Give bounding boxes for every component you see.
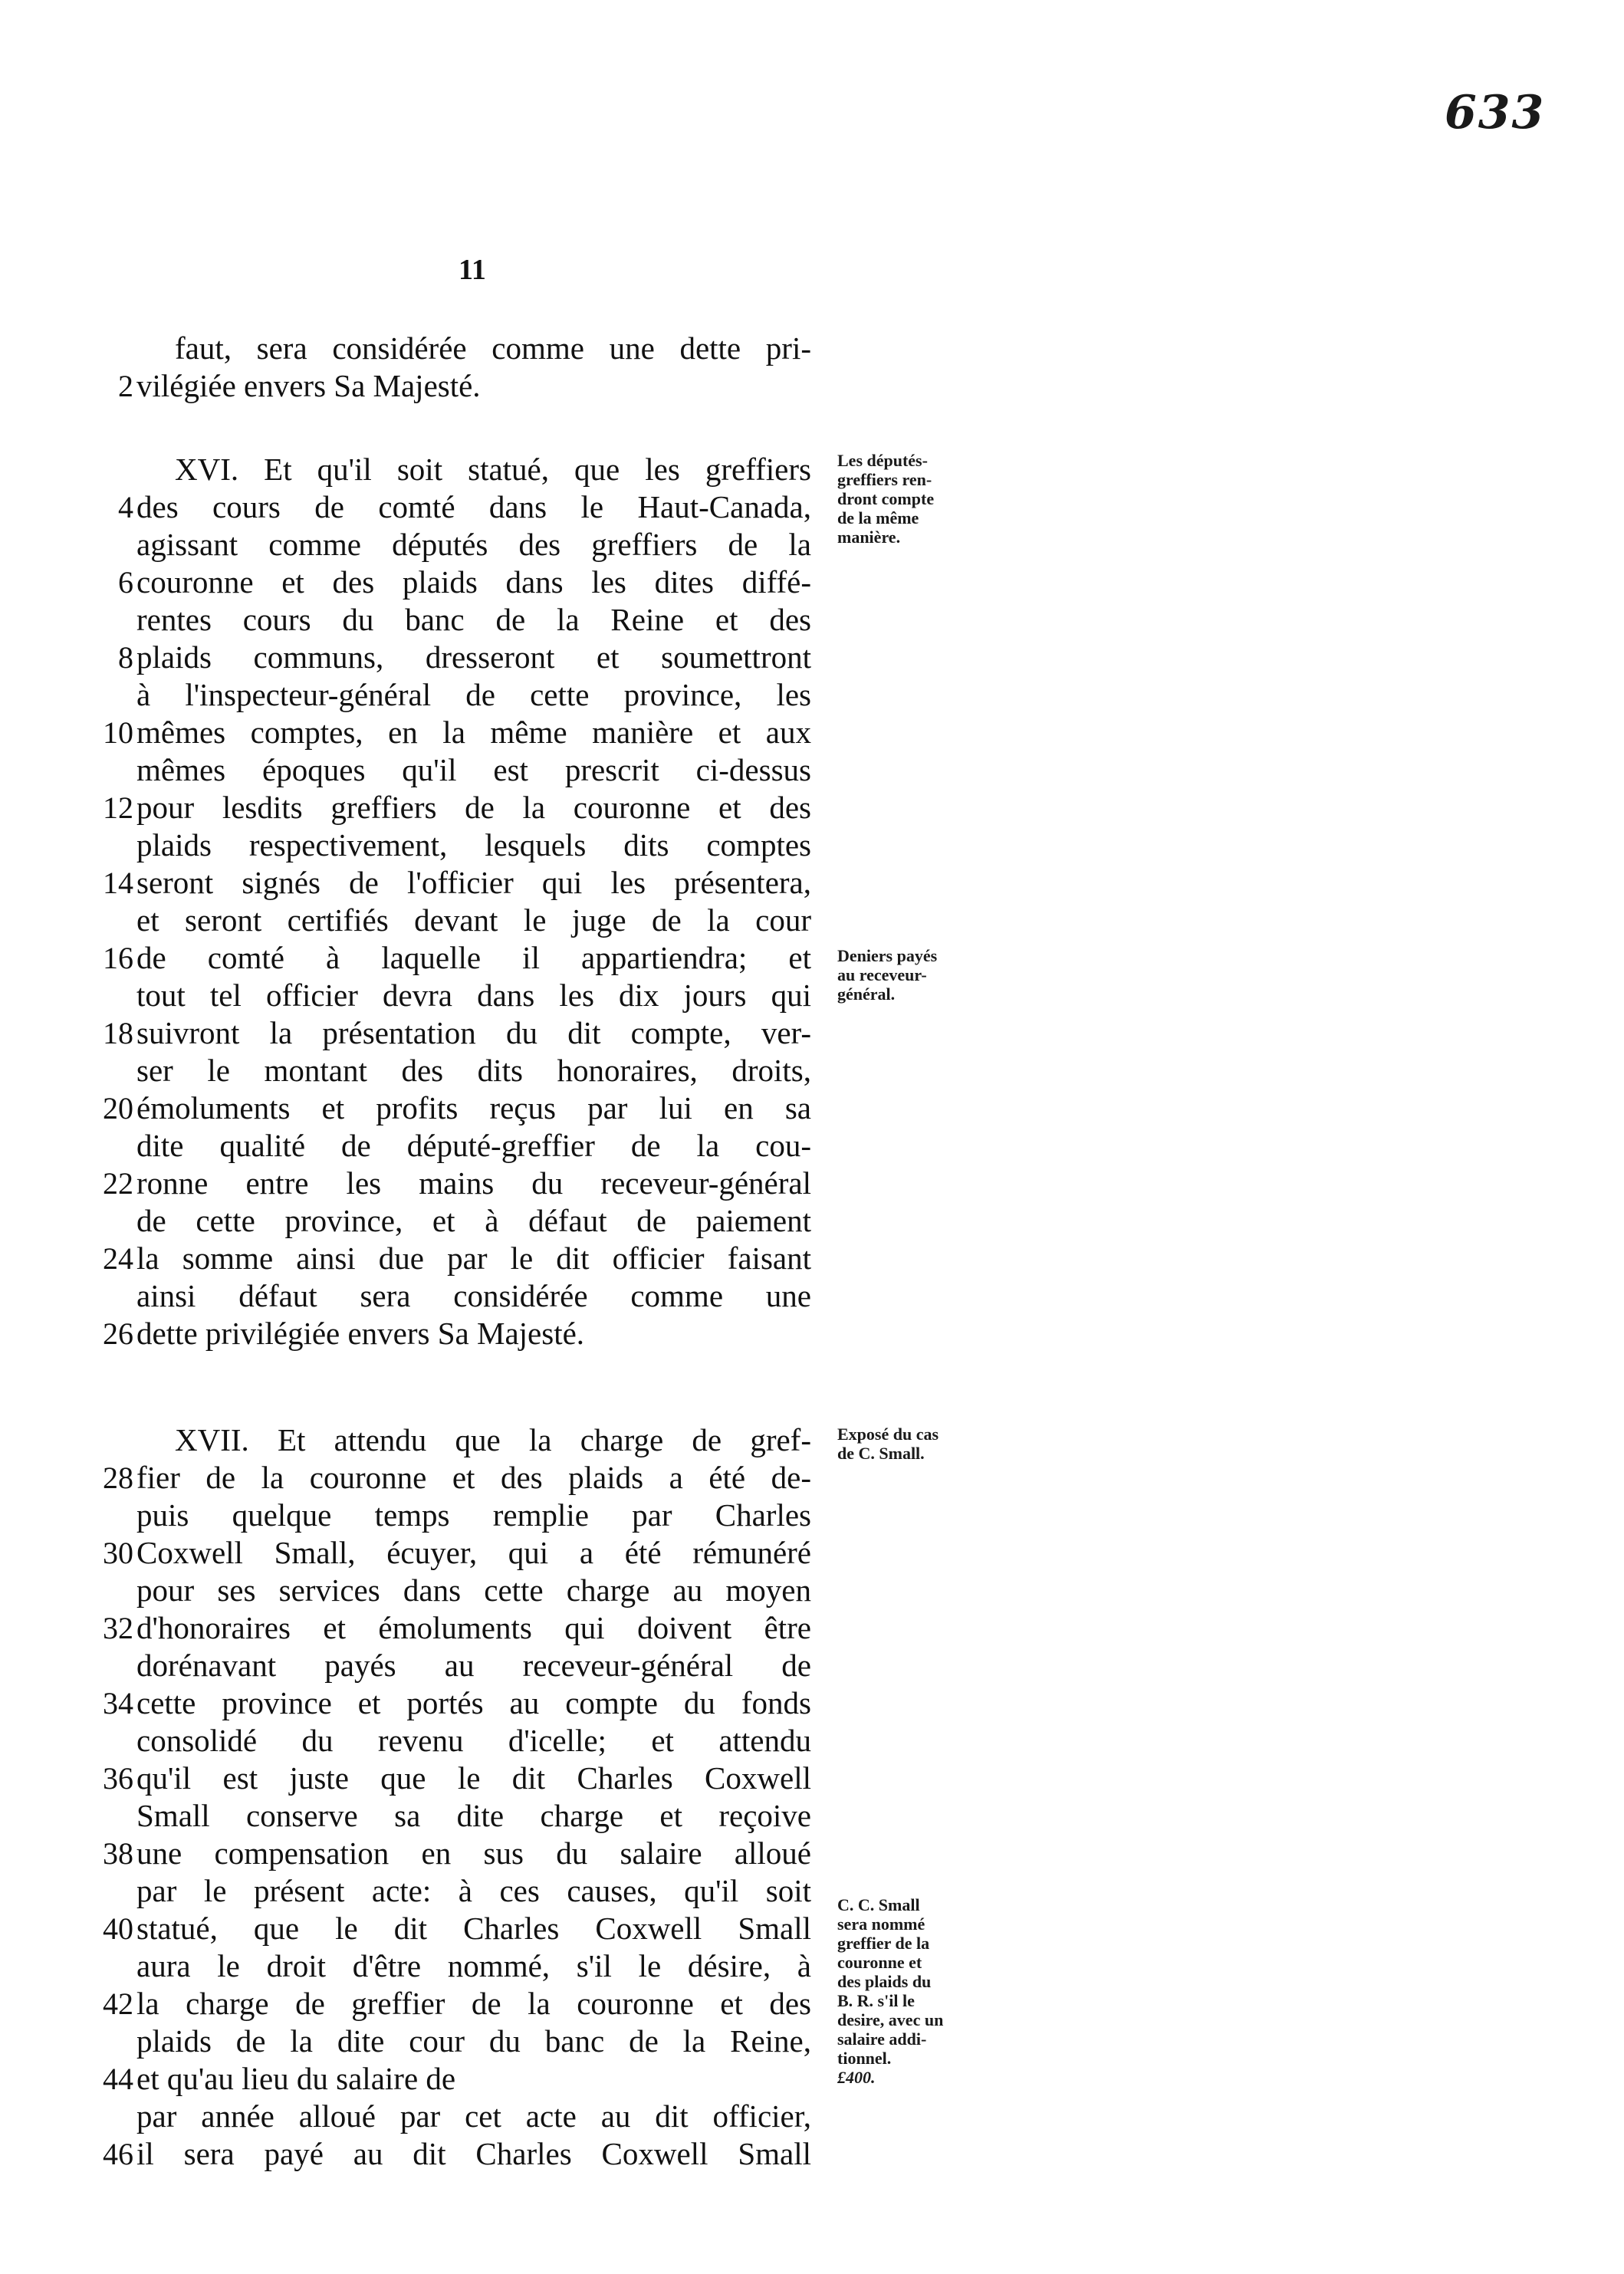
text-line	[0, 1240, 1624, 1277]
section-xvi	[0, 451, 1624, 1352]
margin-note-line: desire, avec un	[837, 2010, 944, 2029]
line-text: consolidé du revenu d'icelle; et attendu	[136, 1723, 811, 1758]
line-number: 32	[103, 1611, 133, 1645]
line-text: et qu'au lieu du salaire de	[136, 2061, 456, 2096]
line-text: plaids communs, dresseront et soumettront	[136, 639, 811, 675]
line-number: 42	[103, 1986, 133, 2021]
text-line	[0, 2098, 1624, 2135]
line-text: XVI. Et qu'il soit statué, que les greffiers	[175, 452, 811, 487]
line-text: tout tel officier devra dans les dix jours qui	[136, 978, 811, 1013]
line-number: 6	[118, 565, 133, 600]
margin-note-line: dront compte	[837, 489, 935, 508]
line-text: cette province et portés au compte du fonds	[136, 1685, 811, 1720]
line-text: et seront certifiés devant le juge de la cour	[136, 902, 811, 938]
line-number: 38	[103, 1836, 133, 1871]
margin-note-small-case	[837, 1425, 1014, 1463]
line-text: rentes cours du banc de la Reine et des	[136, 602, 811, 637]
text-line	[0, 1277, 1624, 1315]
paragraph-continuation	[0, 330, 1624, 405]
text-line	[0, 1647, 1624, 1684]
line-text: faut, sera considérée comme une dette pri-	[175, 330, 811, 366]
text-line	[0, 1534, 1624, 1572]
text-line	[0, 564, 1624, 601]
line-text: ser le montant des dits honoraires, droits,	[136, 1053, 811, 1088]
line-text: vilégiée envers Sa Majesté.	[136, 368, 481, 403]
margin-note-line: des plaids du	[837, 1972, 932, 1991]
line-number: 44	[103, 2062, 133, 2096]
line-text: seront signés de l'officier qui les présentera,	[136, 865, 811, 900]
margin-note-line: de la même	[837, 508, 919, 527]
line-number: 10	[103, 715, 133, 750]
line-text: mêmes comptes, en la même manière et aux	[136, 715, 811, 750]
line-number: 36	[103, 1761, 133, 1796]
line-text: une compensation en sus du salaire alloué	[136, 1835, 811, 1871]
margin-note-line: salaire addi-	[837, 2029, 927, 2049]
line-text: par le présent acte: à ces causes, qu'il soit	[136, 1873, 811, 1908]
line-text: mêmes époques qu'il est prescrit ci-dessus	[136, 752, 811, 787]
text-line	[0, 1760, 1624, 1797]
text-line	[0, 2023, 1624, 2060]
text-line	[0, 488, 1624, 526]
margin-note-deputy-clerks	[837, 451, 1014, 547]
text-line	[0, 1052, 1624, 1089]
line-number: 30	[103, 1536, 133, 1570]
margin-note-appointment-salary	[837, 1895, 1014, 2087]
text-line	[0, 1014, 1624, 1052]
line-number: 8	[118, 640, 133, 675]
line-number: 28	[103, 1461, 133, 1495]
margin-note-line: greffiers ren-	[837, 470, 932, 489]
line-text: émoluments et profits reçus par lui en sa	[136, 1090, 811, 1125]
text-line	[0, 1165, 1624, 1202]
margin-note-line: au receveur-	[837, 965, 927, 984]
line-text: plaids de la dite cour du banc de la Reine,	[136, 2023, 811, 2059]
margin-note-line: tionnel.	[837, 2049, 892, 2068]
line-number: 12	[103, 790, 133, 825]
line-number: 2	[118, 369, 133, 403]
text-line	[0, 1609, 1624, 1647]
text-line	[0, 1315, 1624, 1352]
text-line	[0, 1872, 1624, 1910]
text-line	[0, 2135, 1624, 2173]
margin-note-line: général.	[837, 984, 896, 1004]
line-text: à l'inspecteur-général de cette province, les	[136, 677, 811, 712]
line-text: aura le droit d'être nommé, s'il le désire, à	[136, 1948, 811, 1983]
line-text: ainsi défaut sera considérée comme une	[136, 1278, 811, 1313]
margin-note-line: greffier de la	[837, 1934, 930, 1953]
line-text: puis quelque temps remplie par Charles	[136, 1497, 811, 1533]
text-line	[0, 864, 1624, 902]
margin-note-line: couronne et	[837, 1953, 922, 1972]
line-text: la somme ainsi due par le dit officier faisant	[136, 1241, 811, 1276]
text-line	[0, 1202, 1624, 1240]
margin-note-line: Les députés-	[837, 451, 928, 470]
folio-handwritten-number: 633	[1445, 86, 1546, 140]
text-line	[0, 1835, 1624, 1872]
text-line	[0, 676, 1624, 714]
line-text: fier de la couronne et des plaids a été de-	[136, 1460, 811, 1495]
text-line	[0, 367, 1624, 405]
line-number: 34	[103, 1686, 133, 1720]
line-text: qu'il est juste que le dit Charles Coxwell	[136, 1760, 811, 1796]
margin-note-line: B. R. s'il le	[837, 1991, 915, 2010]
line-text: il sera payé au dit Charles Coxwell Small	[136, 2136, 811, 2171]
text-line	[0, 714, 1624, 751]
line-number: 40	[103, 1911, 133, 1946]
text-line	[0, 1089, 1624, 1127]
margin-note-line: de C. Small.	[837, 1444, 925, 1463]
statute-text	[0, 330, 1624, 2173]
line-text: ronne entre les mains du receveur-général	[136, 1165, 811, 1201]
text-line	[0, 2060, 1624, 2098]
text-line	[0, 601, 1624, 639]
line-number: 4	[118, 490, 133, 524]
text-line	[0, 1497, 1624, 1534]
text-line	[0, 1722, 1624, 1760]
margin-note-line: Deniers payés	[837, 946, 938, 965]
margin-note-line: sera nommé	[837, 1914, 925, 1934]
text-line	[0, 330, 1624, 367]
line-text: pour lesdits greffiers de la couronne et des	[136, 790, 811, 825]
line-number: 20	[103, 1091, 133, 1125]
line-text: dorénavant payés au receveur-général de	[136, 1648, 811, 1683]
text-line	[0, 526, 1624, 564]
margin-note-line: £400.	[837, 2068, 876, 2087]
line-number: 24	[103, 1241, 133, 1276]
line-number: 46	[103, 2137, 133, 2171]
text-line	[0, 639, 1624, 676]
line-text: suivront la présentation du dit compte, ver-	[136, 1015, 811, 1050]
line-text: couronne et des plaids dans les dites diffé-	[136, 564, 811, 600]
text-line	[0, 789, 1624, 826]
line-number: 18	[103, 1016, 133, 1050]
line-text: Small conserve sa dite charge et reçoive	[136, 1798, 811, 1833]
text-line	[0, 826, 1624, 864]
line-text: dette privilégiée envers Sa Majesté.	[136, 1316, 585, 1351]
text-line	[0, 1684, 1624, 1722]
line-text: de comté à laquelle il appartiendra; et	[136, 940, 811, 975]
text-line	[0, 1797, 1624, 1835]
margin-note-line: manière.	[837, 527, 901, 547]
line-text: statué, que le dit Charles Coxwell Small	[136, 1911, 811, 1946]
line-text: des cours de comté dans le Haut-Canada,	[136, 489, 811, 524]
text-line	[0, 1459, 1624, 1497]
text-line	[0, 939, 1624, 977]
text-line	[0, 1572, 1624, 1609]
text-line	[0, 451, 1624, 488]
line-text: la charge de greffier de la couronne et des	[136, 1986, 811, 2021]
line-text: par année alloué par cet acte au dit officier,	[136, 2098, 811, 2134]
section-xvii	[0, 1421, 1624, 2173]
line-text: dite qualité de député-greffier de la cou-	[136, 1128, 811, 1163]
line-number: 26	[103, 1316, 133, 1351]
line-text: XVII. Et attendu que la charge de gref-	[175, 1422, 811, 1457]
line-number: 22	[103, 1166, 133, 1201]
line-text: de cette province, et à défaut de paiement	[136, 1203, 811, 1238]
margin-note-moneys-paid	[837, 946, 1014, 1004]
text-line	[0, 1127, 1624, 1165]
line-number: 16	[103, 941, 133, 975]
text-line	[0, 1985, 1624, 2023]
text-line	[0, 977, 1624, 1014]
page-number: 11	[459, 254, 486, 286]
line-text: agissant comme députés des greffiers de la	[136, 527, 811, 562]
line-text: Coxwell Small, écuyer, qui a été rémunéré	[136, 1535, 811, 1570]
text-line	[0, 1947, 1624, 1985]
line-text: d'honoraires et émoluments qui doivent être	[136, 1610, 811, 1645]
text-line	[0, 902, 1624, 939]
line-text: pour ses services dans cette charge au moyen	[136, 1572, 811, 1608]
margin-note-line: Exposé du cas	[837, 1425, 939, 1444]
margin-note-line: C. C. Small	[837, 1895, 920, 1914]
text-line	[0, 751, 1624, 789]
text-line	[0, 1421, 1624, 1459]
line-number: 14	[103, 866, 133, 900]
text-line	[0, 1910, 1624, 1947]
line-text: plaids respectivement, lesquels dits comptes	[136, 827, 811, 863]
